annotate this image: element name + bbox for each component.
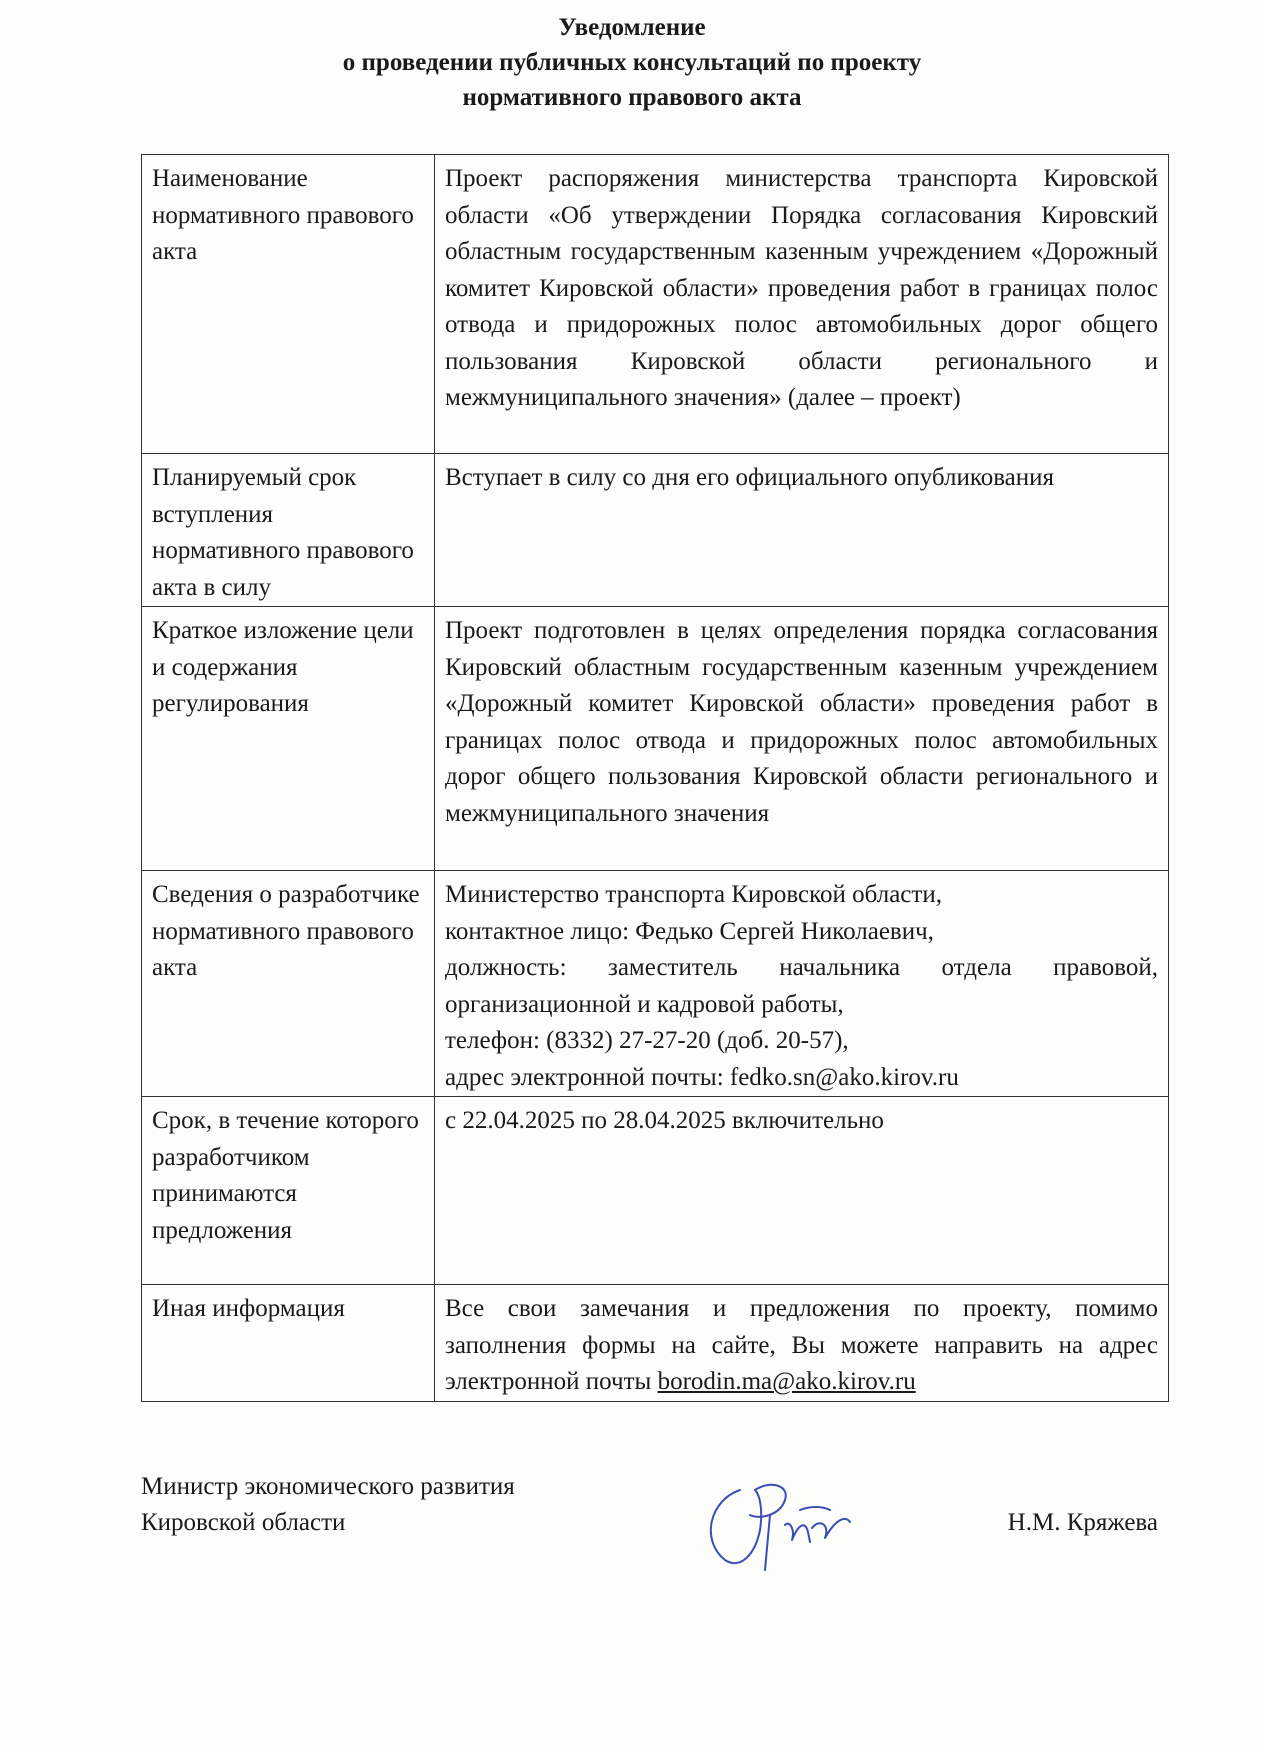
handwritten-signature xyxy=(700,1470,870,1580)
title-line-1: Уведомление xyxy=(558,14,706,41)
title-line-2: о проведении публичных консультаций по проекту xyxy=(342,49,922,76)
row-value xyxy=(435,871,1169,1097)
document-title xyxy=(0,10,1264,115)
table-row xyxy=(142,454,1169,607)
row-value: Проект распоряжения министерства транспорта Кировской области «Об утверждении Порядка согласования Кировский областным государственным казенным учреждением «Дорожный комитет Кировской области» проведения работ в границах полос отвода и придорожных полос автомобильных дорог общего пользования Кировской области регионального и межмуниципального значения» (далее – проект) xyxy=(435,155,1169,454)
row-label: Сведения о разработчике нормативного правового акта xyxy=(142,871,435,1097)
signatory-position xyxy=(141,1469,515,1541)
title-line-3: нормативного правового акта xyxy=(462,84,802,111)
table-row xyxy=(142,155,1169,454)
row-label: Срок, в течение которого разработчиком принимаются предложения xyxy=(142,1097,435,1285)
row-value: Вступает в силу со дня его официального опубликования xyxy=(435,454,1169,607)
row-label: Планируемый срок вступления нормативного правового акта в силу xyxy=(142,454,435,607)
row-value xyxy=(435,1285,1169,1402)
other-info-text: Все свои замечания и предложения по проекту, помимо заполнения формы на сайте, Вы можете направить на адрес электронной почты xyxy=(445,1295,1158,1395)
table-row xyxy=(142,871,1169,1097)
row-value: с 22.04.2025 по 28.04.2025 включительно xyxy=(435,1097,1169,1285)
developer-line: адрес электронной почты: fedko.sn@ako.kirov.ru xyxy=(445,1063,959,1091)
row-label: Иная информация xyxy=(142,1285,435,1402)
developer-line: Министерство транспорта Кировской области, xyxy=(445,881,942,908)
developer-line: контактное лицо: Федько Сергей Николаевич, xyxy=(445,917,934,945)
signatory-name: Н.М. Кряжева xyxy=(1007,1509,1158,1536)
row-label: Краткое изложение цели и содержания регулирования xyxy=(142,607,435,871)
developer-line: должность: заместитель начальника отдела правовой, организационной и кадровой работы, xyxy=(445,954,1158,1018)
position-line-2: Кировской области xyxy=(141,1509,346,1536)
table-row xyxy=(142,1285,1169,1402)
table-row xyxy=(142,607,1169,871)
table-row xyxy=(142,1097,1169,1285)
row-value: Проект подготовлен в целях определения порядка согласования Кировский областным государственным казенным учреждением «Дорожный комитет Кировской области» проведения работ в границах полос отвода и придорожных полос автомобильных дорог общего пользования Кировской области регионального и межмуниципального значения xyxy=(435,607,1169,871)
row-label: Наименование нормативного правового акта xyxy=(142,155,435,454)
developer-line: телефон: (8332) 27-27-20 (доб. 20-57), xyxy=(445,1027,849,1054)
email-link[interactable]: borodin.ma@ako.kirov.ru xyxy=(657,1368,916,1395)
info-table xyxy=(141,154,1169,1402)
position-line-1: Министр экономического развития xyxy=(141,1473,515,1500)
